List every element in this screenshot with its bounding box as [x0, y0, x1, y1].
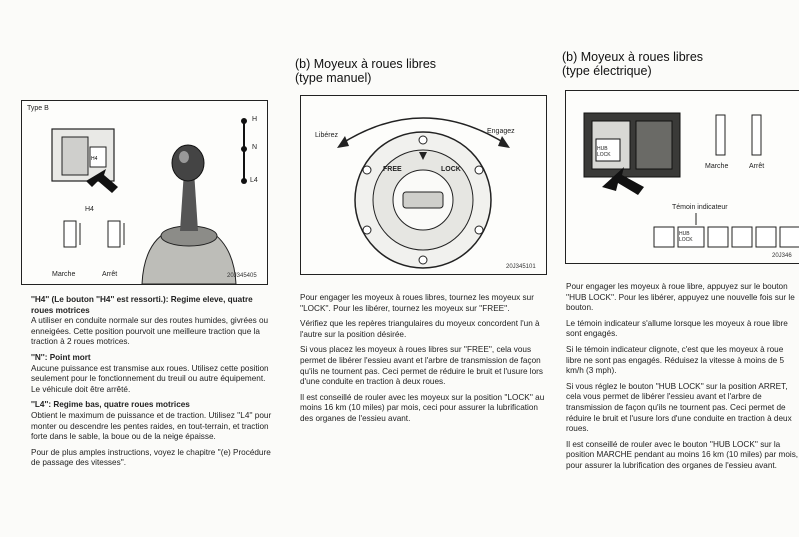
- lever-h-label: H: [252, 116, 258, 123]
- heading-manual-line1: (b) Moyeux à roues libres: [295, 57, 437, 71]
- transfer-lever-drawing: [22, 101, 267, 284]
- column-1-text: [31, 295, 276, 474]
- h4-section: [31, 295, 276, 348]
- heading-electric-line2: (type électrique): [562, 64, 652, 78]
- svg-text:H4: H4: [91, 156, 98, 162]
- h4-title: ''H4'' (Le bouton ''H4'' est ressorti.): Regime eleve, quatre roues motrices: [31, 295, 253, 315]
- n-text: Aucune puissance est transmise aux roues. Utilisez cette position seulement pour le fonctionnement du treuil ou autre équipement. Le véhicule doit être arrêté.: [31, 363, 269, 394]
- marche-label: Marche: [52, 271, 76, 278]
- manual-p2: Vérifiez que les repères triangulaires du moyeux concordent l'un à l'autre sur la position désirée.: [300, 319, 540, 339]
- electric-p3: Si le témoin indicateur clignote, c'est que les moyeux à roue libre ne sont pas engagés. Réduisez la vitesse à moins de 5 km/h (3 mph).: [566, 344, 785, 376]
- arret-label: Arrêt: [102, 271, 118, 278]
- column-2-text: [300, 293, 545, 430]
- liberez-label: Libérez: [315, 132, 338, 139]
- column-3-heading: [562, 50, 703, 78]
- heading-manual-line2: (type manuel): [295, 71, 372, 85]
- lever-l4-label: L4: [250, 177, 258, 184]
- figure-type-label: Type B: [27, 105, 49, 112]
- lever-n-label: N: [252, 144, 258, 151]
- temoin-label: Témoin indicateur: [672, 204, 728, 211]
- manual-p1: Pour engager les moyeux à roues libres, tournez les moyeux sur ''LOCK''. Pour les libérer, tournez les moyeux sur ''FREE''.: [300, 293, 534, 313]
- column-2-heading: [295, 57, 436, 85]
- electric-p4: Si vous réglez le bouton ''HUB LOCK'' sur la position ARRET, cela vous permet de libérer l'essieu avant et l'arbre de transmission de façon qu'ils ne tournent pas. Ceci permet de réduire le bruit et l'usure lors d'une conduite en traction à deux roues.: [566, 381, 792, 434]
- figure-code: 20J345405: [227, 273, 257, 279]
- manual-p4: Il est conseillé de rouler avec les moyeux sur la position ''LOCK'' au moins 16 km (10 miles) par mois, ceci pour assurer la lubrification des organes de l'essieu avant.: [300, 392, 545, 423]
- hub-lock-button-label: HUB LOCK: [597, 146, 611, 158]
- n-section: [31, 353, 276, 395]
- lock-label: LOCK: [441, 166, 461, 173]
- figure-manual-hub: [300, 95, 547, 275]
- h4-label: H4: [85, 206, 94, 213]
- n-title: ''N'': Point mort: [31, 352, 91, 362]
- free-label: FREE: [383, 166, 402, 173]
- manual-p3: Si vous placez les moyeux à roues libres sur ''FREE'', cela vous permet de libérer l'essieu avant et l'arbre de transmission de façon qu'ils ne tournent pas. Ceci permet de réduire le bruit et l'usure lors d'une conduite en traction à deux roues.: [300, 345, 543, 387]
- indicator-hub-lock: HUB LOCK: [679, 231, 693, 243]
- electric-p2: Le témoin indicateur s'allume lorsque les moyeux à roue libre sont engagés.: [566, 318, 788, 339]
- h4-text: A utiliser en conduite normale sur des routes humides, givrées ou enneigées. Cette position pourvoit une meilleure traction que la traction à 2 roues motrices.: [31, 316, 269, 347]
- more-instructions: Pour de plus amples instructions, voyez le chapitre ''(e) Procédure de passage des vitesses''.: [31, 447, 271, 468]
- l4-title: ''L4'': Regime bas, quatre roues motrices: [31, 400, 190, 410]
- figure-electric-hub: [565, 90, 799, 264]
- manual-hub-drawing: [301, 96, 546, 274]
- electric-p1: Pour engager les moyeux à roue libre, appuyez sur le bouton ''HUB LOCK''. Pour les libérer, appuyez une nouvelle fois sur le bouton.: [566, 282, 795, 313]
- figure-transfer-lever: [21, 100, 268, 285]
- figure-code-3: 20J346: [772, 253, 792, 259]
- column-3-text: [566, 282, 799, 532]
- marche-label-2: Marche: [705, 163, 729, 170]
- arret-label-2: Arrêt: [749, 163, 765, 170]
- figure-code-2: 20J345101: [506, 264, 536, 270]
- electric-p5: Il est conseillé de rouler avec le bouton ''HUB LOCK'' sur la position MARCHE pendant au moins 16 km (10 miles) par mois, pour assurer la lubrification des organes de l'essieu avant.: [566, 439, 799, 470]
- l4-section: [31, 400, 276, 442]
- engagez-label: Engagez: [487, 128, 515, 135]
- heading-electric-line1: (b) Moyeux à roues libres: [562, 50, 704, 64]
- l4-text: Obtient le maximum de puissance et de traction. Utilisez ''L4'' pour monter ou descendre les pentes raides, en tout-terrain, et traction forte dans le sable, la boue ou de la neige épaisse.: [31, 410, 272, 442]
